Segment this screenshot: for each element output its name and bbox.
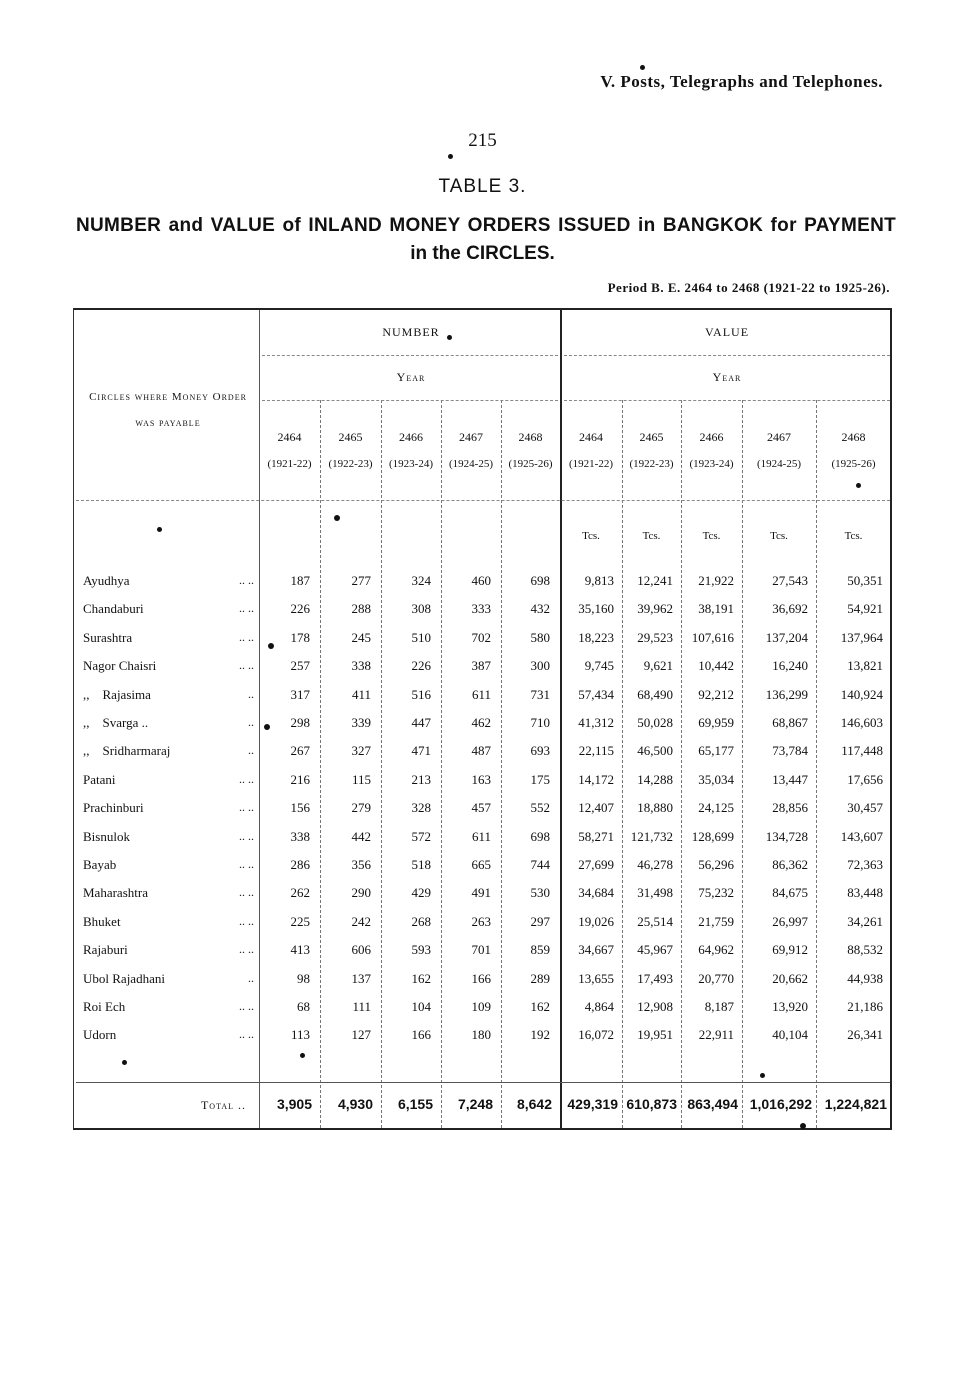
circle-column-header: Circles where Money Order was payable	[89, 391, 247, 429]
header-rule	[564, 355, 890, 356]
value-year-ad: (1924-25)	[757, 458, 801, 470]
value-cell: 20,662	[772, 970, 808, 986]
value-cell: 88,532	[847, 942, 883, 958]
leader-dots: .. ..	[239, 771, 254, 786]
value-year-header: 2466	[699, 430, 724, 444]
ink-speck	[264, 724, 270, 730]
number-cell: 113	[290, 1027, 310, 1043]
value-cell: 17,493	[637, 970, 673, 986]
column-rule	[742, 400, 743, 1128]
number-cell: 731	[530, 686, 550, 702]
value-cell: 13,655	[578, 970, 614, 986]
value-cell: 68,490	[637, 686, 673, 702]
number-group-header: NUMBER	[382, 325, 440, 339]
circle-name: Surashtra	[83, 629, 133, 645]
number-cell: 339	[351, 715, 371, 730]
total-value-cell: 1,224,821	[824, 1096, 887, 1112]
value-cell: 17,656	[847, 771, 883, 787]
number-cell: 111	[352, 999, 371, 1014]
leader-dots: .. ..	[239, 942, 254, 957]
number-cell: 460	[471, 573, 491, 588]
number-cell: 308	[411, 601, 431, 617]
leader-dots: .. ..	[239, 913, 254, 928]
value-cell: 21,759	[698, 913, 734, 929]
number-cell: 226	[411, 658, 431, 674]
value-cell: 16,072	[578, 1027, 614, 1043]
value-cell: 22,115	[578, 743, 614, 759]
ink-speck	[447, 335, 452, 340]
page-number: 215	[468, 130, 497, 151]
value-cell: 73,784	[772, 743, 808, 759]
number-cell: 429	[411, 885, 431, 901]
number-cell: 698	[530, 828, 550, 844]
number-cell: 178	[290, 629, 310, 645]
value-cell: 137,964	[840, 629, 883, 645]
period-note: Period B. E. 2464 to 2468 (1921-22 to 1925-26).	[607, 280, 890, 295]
number-cell: 698	[530, 573, 550, 588]
number-cell: 411	[351, 686, 371, 702]
number-cell: 115	[351, 771, 371, 787]
value-cell: 29,523	[637, 629, 673, 645]
number-cell: 213	[411, 771, 431, 787]
leader-dots: .. ..	[239, 1027, 254, 1042]
value-cell: 30,457	[847, 800, 883, 816]
header-rule	[76, 500, 890, 501]
number-cell: 290	[351, 885, 371, 901]
value-unit: Tcs.	[582, 530, 600, 542]
value-cell: 75,232	[698, 885, 734, 901]
value-cell: 18,880	[637, 800, 673, 816]
value-unit: Tcs.	[642, 530, 661, 542]
value-cell: 12,908	[637, 999, 673, 1014]
number-cell: 277	[351, 573, 371, 588]
number-cell: 447	[411, 715, 431, 730]
total-value-cell: 429,319	[567, 1096, 618, 1112]
circle-name: ,, Sridharmaraj	[83, 743, 171, 759]
number-cell: 263	[471, 913, 491, 929]
leader-dots: ..	[248, 715, 254, 729]
table-title-continued: in the CIRCLES.	[410, 243, 555, 264]
value-cell: 64,962	[698, 942, 734, 958]
number-cell: 137	[351, 970, 371, 986]
number-cell: 516	[411, 686, 431, 702]
number-cell: 530	[530, 885, 550, 901]
column-rule	[320, 400, 321, 1128]
ink-speck	[760, 1073, 765, 1078]
value-cell: 84,675	[772, 885, 808, 901]
value-cell: 136,299	[765, 686, 808, 702]
circle-name: ,, Svarga ..	[83, 715, 149, 730]
number-cell: 162	[530, 999, 550, 1014]
value-cell: 46,500	[637, 743, 673, 759]
column-rule	[622, 400, 623, 1128]
number-cell: 156	[290, 800, 310, 816]
value-cell: 68,867	[772, 715, 808, 730]
value-cell: 121,732	[630, 828, 673, 844]
column-rule	[816, 400, 817, 1128]
value-cell: 27,699	[578, 857, 614, 872]
value-cell: 22,911	[698, 1027, 734, 1043]
value-year-header: 2465	[639, 430, 664, 444]
value-cell: 13,821	[847, 658, 883, 674]
circle-name: Bhuket	[83, 913, 121, 929]
circle-name: Chandaburi	[83, 601, 144, 617]
number-cell: 98	[297, 970, 310, 986]
value-cell: 41,312	[578, 715, 614, 730]
number-year-header: 2467	[459, 430, 483, 444]
number-cell: 665	[471, 857, 491, 872]
number-cell: 162	[411, 970, 431, 986]
value-cell: 56,296	[698, 857, 734, 872]
number-cell: 104	[411, 999, 431, 1014]
number-year-ad: (1922-23)	[328, 458, 373, 470]
circle-name: Patani	[83, 771, 116, 787]
leader-dots: ..	[248, 743, 254, 758]
ink-speck	[157, 527, 162, 532]
leader-dots: .. ..	[239, 828, 254, 843]
value-cell: 40,104	[772, 1027, 808, 1043]
value-cell: 83,448	[847, 885, 883, 901]
header-rule	[262, 400, 558, 401]
value-year-ad: (1921-22)	[569, 458, 613, 470]
value-cell: 10,442	[698, 658, 734, 674]
total-number-cell: 4,930	[337, 1096, 373, 1112]
column-rule	[681, 400, 682, 1128]
number-cell: 289	[530, 970, 550, 986]
number-cell: 267	[290, 743, 310, 759]
number-cell: 68	[297, 999, 310, 1014]
total-number-cell: 3,905	[276, 1096, 312, 1112]
value-cell: 38,191	[698, 601, 734, 617]
number-cell: 413	[290, 942, 310, 958]
number-year-header: 2464	[277, 430, 302, 444]
value-cell: 72,363	[847, 857, 883, 872]
number-cell: 257	[290, 658, 310, 674]
circle-name: Bisnulok	[83, 828, 130, 844]
total-value-cell: 1,016,292	[749, 1096, 812, 1112]
value-cell: 4,864	[584, 999, 614, 1014]
running-head: V. Posts, Telegraphs and Telephones.	[600, 72, 883, 91]
total-value-cell: 863,494	[687, 1096, 738, 1112]
number-cell: 333	[471, 601, 491, 617]
number-cell: 226	[290, 601, 310, 617]
ink-speck	[268, 643, 274, 649]
value-cell: 86,362	[772, 857, 808, 872]
number-cell: 127	[351, 1027, 371, 1043]
number-cell: 338	[351, 658, 371, 674]
number-cell: 356	[351, 857, 371, 872]
number-cell: 192	[530, 1027, 550, 1043]
value-cell: 14,288	[637, 771, 673, 787]
number-cell: 262	[290, 885, 310, 901]
circle-name: Rajaburi	[83, 942, 128, 958]
value-cell: 143,607	[840, 828, 883, 844]
number-cell: 166	[471, 970, 491, 986]
number-year-ad: (1925-26)	[508, 458, 553, 470]
number-cell: 268	[411, 913, 431, 929]
circle-name: Ayudhya	[83, 573, 130, 588]
value-cell: 21,186	[847, 999, 883, 1014]
number-cell: 471	[411, 743, 431, 759]
number-cell: 242	[351, 913, 371, 929]
number-cell: 288	[351, 601, 371, 617]
circle-name: Ubol Rajadhani	[83, 970, 165, 986]
column-rule	[501, 400, 502, 1128]
value-cell: 18,223	[578, 629, 614, 645]
number-cell: 163	[471, 771, 491, 787]
value-cell: 146,603	[840, 715, 883, 730]
number-cell: 297	[530, 913, 550, 929]
value-year-header: 2468	[841, 430, 866, 444]
ink-speck	[122, 1060, 127, 1065]
column-rule	[381, 400, 382, 1128]
value-cell: 46,278	[637, 857, 673, 872]
value-cell: 58,271	[578, 828, 614, 844]
number-cell: 701	[471, 942, 491, 958]
value-unit: Tcs.	[844, 530, 863, 542]
value-unit: Tcs.	[702, 530, 721, 542]
total-number-cell: 7,248	[457, 1096, 493, 1112]
number-cell: 324	[411, 573, 431, 588]
number-year-ad: (1921-22)	[267, 458, 312, 470]
number-year-label: Year	[396, 370, 426, 384]
value-year-header: 2467	[767, 430, 791, 444]
value-cell: 45,967	[637, 942, 673, 958]
ink-speck	[640, 65, 645, 70]
circle-name: Bayab	[83, 857, 117, 872]
ink-speck	[800, 1123, 806, 1129]
value-year-ad: (1923-24)	[689, 458, 734, 470]
circle-name: Maharashtra	[83, 885, 148, 901]
number-cell: 216	[290, 771, 310, 787]
number-cell: 491	[471, 885, 491, 901]
value-cell: 9,621	[643, 658, 673, 674]
number-cell: 611	[471, 686, 491, 702]
value-cell: 28,856	[772, 800, 808, 816]
value-cell: 137,204	[765, 629, 808, 645]
number-cell: 859	[530, 942, 550, 958]
value-cell: 50,351	[847, 573, 883, 588]
value-cell: 12,241	[637, 573, 673, 588]
value-cell: 44,938	[847, 970, 883, 986]
total-number-cell: 6,155	[397, 1096, 433, 1112]
value-cell: 140,924	[840, 686, 883, 702]
leader-dots: .. ..	[239, 629, 254, 644]
number-cell: 593	[411, 942, 431, 958]
value-cell: 35,034	[698, 771, 734, 787]
value-cell: 12,407	[578, 800, 614, 816]
value-year-header: 2464	[579, 430, 603, 444]
number-cell: 327	[351, 743, 371, 759]
value-cell: 13,447	[772, 771, 808, 787]
number-cell: 606	[351, 942, 371, 958]
number-cell: 552	[530, 800, 550, 816]
value-cell: 20,770	[698, 970, 734, 986]
header-rule	[564, 400, 890, 401]
number-cell: 286	[290, 857, 310, 872]
leader-dots: .. ..	[239, 800, 254, 815]
value-cell: 9,813	[584, 573, 614, 588]
number-cell: 245	[351, 629, 371, 645]
circle-name: Prachinburi	[83, 800, 144, 816]
number-cell: 175	[530, 771, 550, 787]
leader-dots: .. ..	[239, 573, 254, 587]
number-cell: 693	[530, 743, 550, 759]
value-cell: 8,187	[704, 999, 734, 1014]
value-cell: 69,912	[772, 942, 808, 958]
value-cell: 134,728	[765, 828, 808, 844]
number-cell: 710	[530, 715, 550, 730]
number-cell: 298	[290, 715, 310, 730]
number-cell: 487	[471, 743, 491, 759]
value-year-label: Year	[712, 370, 742, 384]
ink-speck	[856, 483, 861, 488]
ink-speck	[300, 1053, 305, 1058]
value-cell: 69,959	[698, 715, 734, 730]
value-cell: 26,341	[847, 1027, 883, 1043]
value-unit: Tcs.	[770, 530, 788, 542]
value-cell: 36,692	[772, 601, 808, 617]
total-value-cell: 610,873	[626, 1096, 677, 1112]
value-group-header: VALUE	[704, 325, 750, 339]
number-cell: 317	[290, 686, 310, 702]
value-cell: 24,125	[698, 800, 734, 816]
value-cell: 92,212	[698, 686, 734, 702]
number-cell: 225	[290, 913, 310, 929]
number-cell: 328	[411, 800, 431, 816]
circle-name: ,, Rajasima	[83, 686, 151, 702]
leader-dots: .. ..	[239, 885, 254, 900]
number-cell: 279	[351, 800, 371, 816]
number-cell: 338	[290, 828, 310, 844]
value-cell: 107,616	[691, 629, 734, 645]
value-cell: 35,160	[578, 601, 614, 617]
number-cell: 510	[411, 629, 431, 645]
number-year-ad: (1923-24)	[389, 458, 433, 470]
value-cell: 34,684	[578, 885, 614, 901]
header-rule	[262, 355, 558, 356]
number-cell: 432	[530, 601, 550, 617]
leader-dots: .. ..	[239, 601, 254, 616]
number-cell: 611	[471, 828, 491, 844]
value-cell: 14,172	[578, 771, 614, 787]
circle-name: Nagor Chaisri	[83, 658, 157, 674]
ink-speck	[448, 154, 453, 159]
total-label: Total ..	[200, 1098, 246, 1112]
number-cell: 572	[411, 828, 431, 844]
value-cell: 50,028	[637, 715, 673, 730]
table-title: NUMBER and VALUE of INLAND MONEY ORDERS ISSUED in BANGKOK for PAYMENT	[76, 215, 896, 236]
leader-dots: ..	[248, 686, 254, 701]
number-cell: 166	[411, 1027, 431, 1043]
total-rule	[76, 1082, 890, 1083]
value-cell: 54,921	[847, 601, 883, 617]
number-cell: 580	[530, 629, 550, 645]
leader-dots: .. ..	[239, 999, 254, 1013]
number-year-header: 2468	[518, 430, 543, 444]
circle-name: Udorn	[83, 1027, 117, 1043]
value-cell: 117,448	[841, 743, 883, 759]
value-cell: 34,261	[847, 913, 883, 929]
number-cell: 109	[471, 999, 491, 1014]
value-cell: 57,434	[578, 686, 614, 702]
value-cell: 128,699	[691, 828, 734, 844]
value-cell: 19,951	[637, 1027, 673, 1043]
value-cell: 9,745	[584, 658, 614, 674]
number-year-header: 2465	[338, 430, 363, 444]
value-cell: 25,514	[637, 913, 673, 929]
value-cell: 16,240	[772, 658, 808, 674]
value-cell: 21,922	[698, 573, 734, 588]
value-cell: 19,026	[578, 913, 614, 929]
circle-name: Roi Ech	[83, 999, 126, 1014]
number-year-header: 2466	[399, 430, 423, 444]
value-cell: 13,920	[772, 999, 808, 1014]
value-year-ad: (1925-26)	[831, 458, 876, 470]
value-cell: 27,543	[772, 573, 808, 588]
number-cell: 300	[530, 658, 550, 674]
number-cell: 387	[471, 658, 491, 674]
total-number-cell: 8,642	[516, 1096, 552, 1112]
value-year-ad: (1922-23)	[629, 458, 674, 470]
value-cell: 39,962	[637, 601, 673, 617]
number-cell: 462	[471, 715, 491, 730]
leader-dots: ..	[248, 970, 254, 985]
ink-speck	[334, 515, 340, 521]
number-cell: 180	[471, 1027, 491, 1043]
leader-dots: .. ..	[239, 857, 254, 871]
value-cell: 34,667	[578, 942, 614, 958]
value-cell: 26,997	[772, 913, 808, 929]
leader-dots: .. ..	[239, 658, 254, 673]
value-cell: 65,177	[698, 743, 734, 759]
number-cell: 518	[411, 857, 431, 872]
column-rule	[441, 400, 442, 1128]
table-label: TABLE 3.	[438, 176, 527, 197]
number-cell: 702	[471, 629, 491, 645]
number-year-ad: (1924-25)	[449, 458, 493, 470]
number-cell: 457	[471, 800, 491, 816]
value-cell: 31,498	[637, 885, 673, 901]
number-cell: 442	[351, 828, 371, 844]
number-cell: 744	[530, 857, 550, 872]
number-cell: 187	[290, 573, 310, 588]
